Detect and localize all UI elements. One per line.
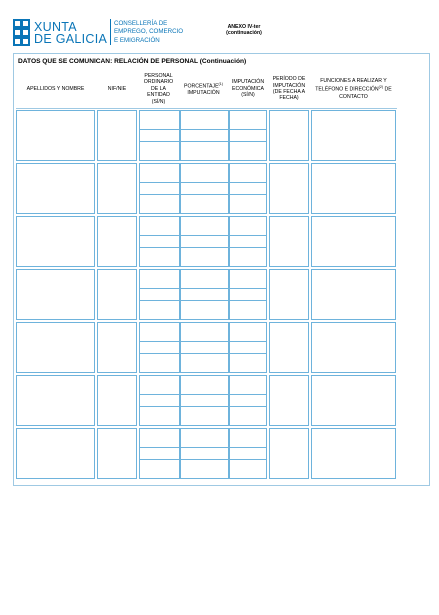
table-cell[interactable] bbox=[97, 322, 137, 373]
column-header bbox=[311, 70, 396, 108]
table-subcell[interactable] bbox=[180, 195, 229, 214]
table-subcell[interactable] bbox=[180, 183, 229, 195]
column-header bbox=[269, 70, 309, 108]
table-subcell[interactable] bbox=[139, 130, 180, 142]
table-subcell[interactable] bbox=[139, 236, 180, 248]
table-subcell[interactable] bbox=[229, 110, 267, 130]
annex-heading bbox=[200, 24, 288, 37]
table-subcell[interactable] bbox=[139, 183, 180, 195]
table-cell[interactable] bbox=[97, 110, 137, 161]
table-subcell[interactable] bbox=[139, 407, 180, 426]
table-cell[interactable] bbox=[311, 216, 396, 267]
table-subcell[interactable] bbox=[180, 269, 229, 289]
column-header bbox=[229, 70, 267, 108]
table-subcell[interactable] bbox=[229, 142, 267, 161]
table-cell[interactable] bbox=[16, 216, 95, 267]
annex-subtitle: (continuación) bbox=[226, 30, 262, 37]
table-cell[interactable] bbox=[311, 428, 396, 479]
column-header bbox=[180, 70, 227, 108]
logo-divider bbox=[110, 19, 111, 45]
table-subcell[interactable] bbox=[180, 301, 229, 320]
column-header-text: APELLIDOS Y NOMBRE bbox=[26, 85, 85, 92]
table-cell[interactable] bbox=[269, 216, 309, 267]
table-subcell[interactable] bbox=[139, 248, 180, 267]
logo-text-xunta: XUNTA bbox=[34, 20, 77, 34]
table-subcell[interactable] bbox=[139, 195, 180, 214]
table-cell[interactable] bbox=[97, 428, 137, 479]
footnote-marker: (2) bbox=[378, 85, 384, 90]
table-cell[interactable] bbox=[97, 375, 137, 426]
table-subcell[interactable] bbox=[229, 428, 267, 448]
column-header bbox=[139, 70, 178, 108]
logo-text-galicia: DE GALICIA bbox=[34, 32, 108, 46]
department-line: E EMIGRACIÓN bbox=[114, 36, 160, 44]
table-cell[interactable] bbox=[16, 375, 95, 426]
table-cell[interactable] bbox=[16, 110, 95, 161]
table-subcell[interactable] bbox=[180, 236, 229, 248]
table-cell[interactable] bbox=[311, 269, 396, 320]
column-header-text: PERSONAL ORDINARIO DE LA ENTIDAD (SÍ/N) bbox=[143, 72, 174, 105]
table-subcell[interactable] bbox=[229, 163, 267, 183]
footnote-marker: (1) bbox=[218, 82, 223, 87]
table-cell[interactable] bbox=[269, 375, 309, 426]
column-header-label bbox=[270, 76, 308, 102]
table-cell[interactable] bbox=[16, 428, 95, 479]
table-subcell[interactable] bbox=[180, 216, 229, 236]
table-subcell[interactable] bbox=[180, 322, 229, 342]
table-subcell[interactable] bbox=[229, 375, 267, 395]
table-subcell[interactable] bbox=[139, 163, 180, 183]
annex-title: ANEXO IV-ter bbox=[227, 24, 261, 30]
xunta-emblem-icon bbox=[13, 19, 30, 46]
table-subcell[interactable] bbox=[229, 407, 267, 426]
table-cell[interactable] bbox=[97, 163, 137, 214]
table-subcell[interactable] bbox=[229, 216, 267, 236]
column-header-text: PERÍODO DE IMPUTACIÓN (DE FECHA A FECHA) bbox=[272, 76, 306, 102]
table-cell[interactable] bbox=[269, 428, 309, 479]
table-subcell[interactable] bbox=[180, 130, 229, 142]
table-cell[interactable] bbox=[311, 110, 396, 161]
table-subcell[interactable] bbox=[139, 322, 180, 342]
table-subcell[interactable] bbox=[229, 236, 267, 248]
table-subcell[interactable] bbox=[229, 354, 267, 373]
table-cell[interactable] bbox=[16, 269, 95, 320]
table-cell[interactable] bbox=[269, 163, 309, 214]
table-cell[interactable] bbox=[269, 322, 309, 373]
column-header bbox=[16, 70, 95, 108]
table-subcell[interactable] bbox=[229, 289, 267, 301]
table-cell[interactable] bbox=[311, 375, 396, 426]
table-subcell[interactable] bbox=[229, 269, 267, 289]
column-header-label bbox=[108, 86, 126, 92]
table-subcell[interactable] bbox=[229, 460, 267, 479]
table-subcell[interactable] bbox=[180, 110, 229, 130]
table-subcell[interactable] bbox=[139, 428, 180, 448]
table-subcell[interactable] bbox=[180, 407, 229, 426]
column-header-label bbox=[312, 78, 395, 100]
table-cell[interactable] bbox=[269, 110, 309, 161]
table-subcell[interactable] bbox=[139, 375, 180, 395]
table-cell[interactable] bbox=[311, 322, 396, 373]
table-subcell[interactable] bbox=[180, 395, 229, 407]
column-header-text: IMPUTACIÓN ECONÓMICA (SÍ/N) bbox=[231, 79, 265, 99]
table-subcell[interactable] bbox=[180, 375, 229, 395]
table-subcell[interactable] bbox=[139, 354, 180, 373]
table-subcell[interactable] bbox=[180, 448, 229, 460]
column-header-text: FUNCIONES A REALIZAR Y TELÉFONO E DIRECCIÓN bbox=[315, 78, 387, 94]
column-header-text: PORCENTAJE bbox=[184, 83, 219, 90]
table-subcell[interactable] bbox=[180, 460, 229, 479]
column-header-text: IMPUTACIÓN bbox=[187, 90, 220, 97]
table-subcell[interactable] bbox=[139, 395, 180, 407]
table-subcell[interactable] bbox=[139, 448, 180, 460]
table-cell[interactable] bbox=[16, 322, 95, 373]
column-header-label bbox=[181, 81, 226, 97]
table-subcell[interactable] bbox=[229, 248, 267, 267]
table-cell[interactable] bbox=[269, 269, 309, 320]
table-subcell[interactable] bbox=[229, 301, 267, 320]
table-subcell[interactable] bbox=[139, 142, 180, 161]
table-subcell[interactable] bbox=[139, 269, 180, 289]
department-line: CONSELLERÍA DE bbox=[114, 20, 168, 27]
header-divider bbox=[16, 108, 397, 109]
table-subcell[interactable] bbox=[229, 395, 267, 407]
table-subcell[interactable] bbox=[229, 448, 267, 460]
column-header-label bbox=[140, 73, 177, 105]
column-header-text: NIF/NIE bbox=[107, 85, 127, 92]
column-header-text: DE CONTACTO bbox=[339, 87, 392, 100]
table-cell[interactable] bbox=[16, 163, 95, 214]
table-cell[interactable] bbox=[311, 163, 396, 214]
table-subcell[interactable] bbox=[180, 354, 229, 373]
table-subcell[interactable] bbox=[139, 216, 180, 236]
section-title: DATOS QUE SE COMUNICAN: RELACIÓN DE PERSONAL (Continuación) bbox=[18, 58, 247, 65]
table-cell[interactable] bbox=[97, 269, 137, 320]
table-subcell[interactable] bbox=[139, 289, 180, 301]
table-subcell[interactable] bbox=[139, 301, 180, 320]
table-subcell[interactable] bbox=[180, 342, 229, 354]
table-subcell[interactable] bbox=[180, 163, 229, 183]
column-header-label bbox=[27, 86, 85, 92]
xunta-logo bbox=[13, 18, 184, 48]
table-subcell[interactable] bbox=[180, 248, 229, 267]
table-subcell[interactable] bbox=[229, 195, 267, 214]
table-subcell[interactable] bbox=[229, 322, 267, 342]
table-subcell[interactable] bbox=[229, 183, 267, 195]
table-subcell[interactable] bbox=[139, 342, 180, 354]
table-subcell[interactable] bbox=[139, 460, 180, 479]
table-cell[interactable] bbox=[97, 216, 137, 267]
table-subcell[interactable] bbox=[229, 342, 267, 354]
column-header bbox=[97, 70, 137, 108]
table-subcell[interactable] bbox=[229, 130, 267, 142]
personnel-form bbox=[13, 53, 430, 486]
table-subcell[interactable] bbox=[139, 110, 180, 130]
department-name bbox=[114, 20, 183, 45]
table-subcell[interactable] bbox=[180, 142, 229, 161]
column-header-label bbox=[230, 79, 266, 98]
table-subcell[interactable] bbox=[180, 428, 229, 448]
department-line: EMPREGO, COMERCIO bbox=[114, 28, 184, 36]
personnel-table bbox=[16, 70, 427, 483]
table-subcell[interactable] bbox=[180, 289, 229, 301]
